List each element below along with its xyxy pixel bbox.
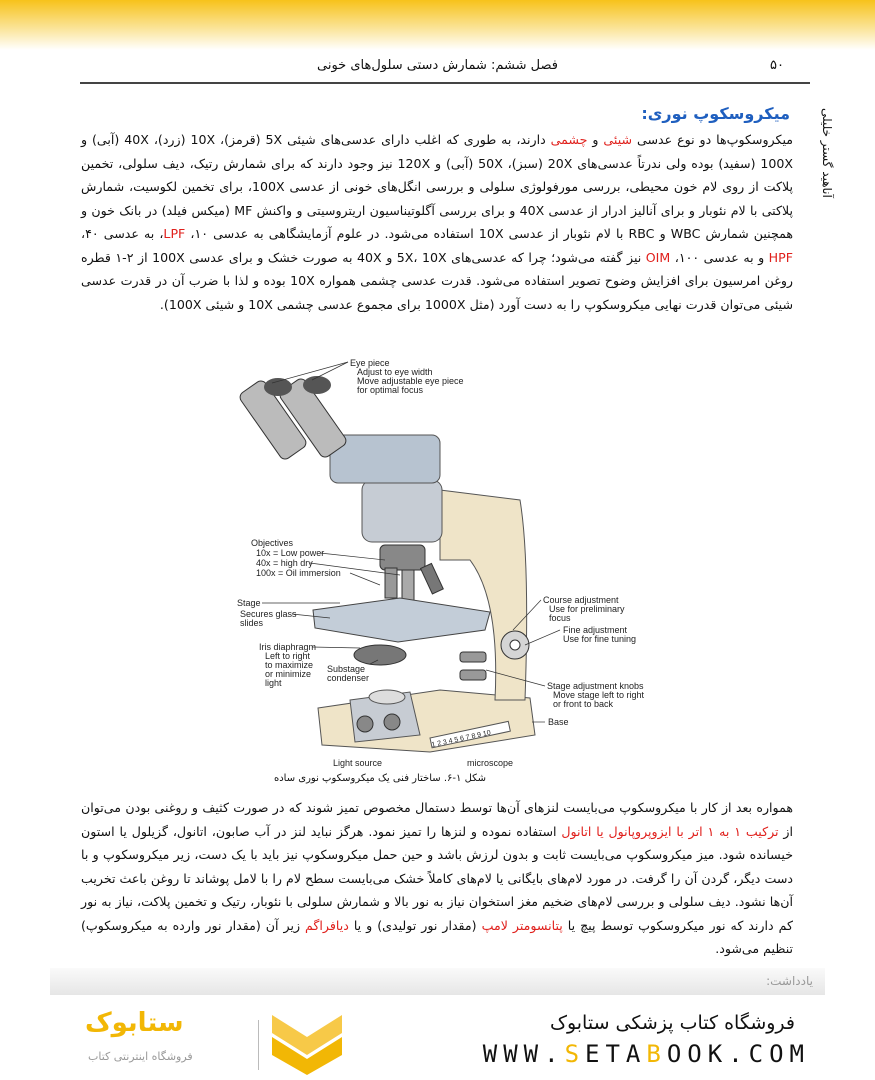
page-number: ۵۰ — [770, 58, 784, 73]
text-segment: ، به عدسی ۴۰، — [81, 226, 164, 241]
text-segment: استفاده نموده و لنزها را تمیز نمود. هرگز نباید لنز در آب صابون، اتانول، گزیلول یا استون خیسانده شود. میز میکروسکوپ می‌بایست ثابت و بدون لرزش باشد و حین حمل میکروسکوپ نیز باید با یک دست، زیر میکروسکوپ و با دست دیگر، گردن آن را گرفت. در مورد لام‌های بایگانی یا لام‌های کاملاً خشک می‌بایست سطح لام را با لامل پوشاند تا روغن باعث تخریب آن‌ها نشود. دیف سلولی و بررسی لام‌های ضخیم مغز استخوان نیاز به نور بالا و شمارش سلولی با نئوبار، رتیک و تخمین پلاکت، نیاز به نور کم دارند که نور میکروسکوپ توسط پیچ یا — [81, 823, 793, 933]
head-top — [330, 435, 440, 483]
chapter-title: فصل ششم: شمارش دستی سلول‌های خونی — [316, 58, 559, 73]
text-segment: و — [587, 132, 604, 147]
label-substage-1: condenser — [327, 673, 370, 683]
label-obj-1: 10x = Low power — [256, 548, 325, 558]
label-stage: Stage — [237, 598, 261, 608]
logo-wordmark: ستابوک — [85, 1008, 184, 1038]
url-part: ETA — [585, 1040, 647, 1068]
substage-condenser — [354, 645, 406, 665]
eyepiece-tubes — [238, 376, 348, 461]
url-part-highlight: B — [646, 1040, 667, 1068]
setabook-logo-icon — [272, 1015, 342, 1075]
logo-divider — [258, 1020, 259, 1070]
label-iris-1: Left to right — [265, 651, 311, 661]
text-segment: و به عدسی ۱۰۰، — [670, 249, 769, 265]
logo-subtitle: فروشگاه اینترنتی کتاب — [88, 1050, 193, 1063]
label-base: Base — [548, 717, 569, 727]
lamp-port — [369, 690, 405, 704]
label-fine-1: Use for fine tuning — [563, 634, 637, 644]
light-knob — [357, 716, 373, 732]
text-segment: میکروسکوپ‌ها دو نوع عدسی — [632, 132, 794, 147]
text-segment: زیر آن (مقدار نور وارده به میکروسکوپ) تنظیم می‌شود. — [81, 917, 793, 956]
label-microscope: microscope — [467, 758, 514, 768]
label-eyepiece-1: Adjust to eye width — [357, 367, 433, 377]
label-substage: Substage — [327, 664, 366, 674]
label-iris: Iris diaphragm — [259, 642, 317, 652]
side-author-label: آناهید گستر خلیلی — [820, 108, 834, 198]
label-obj-3: 100x = Oil immersion — [256, 568, 341, 578]
light-knob — [384, 714, 400, 730]
store-url[interactable] — [483, 1040, 810, 1068]
highlighted-term: پتانسومتر لامپ — [481, 917, 563, 933]
highlighted-term: دیافراگم — [305, 917, 349, 933]
text-segment: همواره بعد از کار با میکروسکوپ می‌بایست لنزهای آن‌ها توسط دستمال مخصوص تمیز شوند که در صورت کثیف و روغنی بودن می‌توان از — [81, 800, 793, 839]
label-iris-3: or minimize — [265, 669, 312, 679]
highlighted-term: ترکیب ۱ به ۱ اتر با ایزوپروپانول یا اتانول — [561, 823, 779, 839]
paragraph-microscope-care — [81, 796, 793, 961]
microscope-head — [362, 480, 442, 542]
label-eyepiece-2: Move adjustable eye piece — [357, 376, 464, 386]
label-iris-4: light — [265, 678, 282, 688]
label-course-2: focus — [549, 613, 571, 623]
label-stage-1: Secures glass — [240, 609, 297, 619]
text-segment: (مقدار نور تولیدی) و یا — [348, 917, 482, 933]
highlighted-term: LPF — [163, 226, 186, 241]
highlighted-term: چشمی — [550, 132, 588, 147]
notes-area[interactable] — [50, 968, 825, 995]
label-eyepiece: Eye piece — [350, 358, 390, 368]
highlighted-term: شیئی — [603, 132, 633, 147]
label-stage-2: slides — [240, 618, 264, 628]
label-knobs-1: Move stage left to right — [553, 690, 645, 700]
label-iris-2: to maximize — [265, 660, 314, 670]
figure-caption: شکل ۱-۶. ساختار فنی یک میکروسکوپ نوری ساده — [273, 773, 487, 784]
highlighted-term: OIM — [645, 249, 671, 265]
url-part: WWW. — [482, 1040, 565, 1068]
text-segment: نیز گفته می‌شود؛ چرا که عدسی‌های 5X، 10X و 40X به صورت خشک و برای عدسی 100X از ۲-۱ قطره روغن امرسیون برای افزایش وضوح تصویر استفاده می‌شود. قدرت عدسی چشمی همواره 10X بوده و لذا با ضرب آن در قدرت عدسی شیئی می‌توان قدرت نهایی میکروسکوپ را به دست آورد (مثل 1000X برای مجموع عدسی چشمی 10X و شیئی 100X). — [81, 249, 794, 312]
store-name: فروشگاه کتاب پزشکی ستابوک — [549, 1012, 795, 1034]
section-heading: میکروسکوپ نوری: — [641, 104, 790, 123]
microscope-stage — [313, 598, 490, 642]
rheostat-scale-numbers: 1 2 3 4 5 6 7 8 9 10 — [430, 729, 492, 749]
label-objectives: Objectives — [251, 538, 294, 548]
label-course: Course adjustment — [543, 595, 619, 605]
label-fine: Fine adjustment — [563, 625, 628, 635]
label-knobs: Stage adjustment knobs — [547, 681, 644, 691]
url-part: OOK.COM — [666, 1040, 810, 1068]
label-course-1: Use for preliminary — [549, 604, 625, 614]
label-light-source: Light source — [333, 758, 383, 768]
microscope-arm — [440, 490, 527, 700]
notes-label: یادداشت: — [766, 974, 813, 988]
label-obj-2: 40x = high dry — [256, 558, 313, 568]
highlighted-term: HPF — [768, 249, 793, 265]
label-knobs-2: or front to back — [553, 699, 614, 709]
text-segment: دارند، به طوری که اغلب دارای عدسی‌های شیئی 5X (قرمز)، 10X (زرد)، 40X (آبی) و 100X (سفید) بوده ولی ندرتاً عدسی‌های 20X (سبز)، 50X (آبی) و 120X نیز وجود دارند که برای شمارش رتیک، دیف سلولی، تخمین پلاکت از روی لام خون محیطی، بررسی مورفولوژی سلولی و بررسی انگل‌های خونی از عدسی 100X، برای تخمین لکوسیت، شمارش پلاکتی با لام نئوبار و برای آنالیز ادرار از عدسی 40X و برای بررسی آگلوتیناسیون اریتروسیتی و واکنش MF (میکس فیلد) در بانک خون و همچنین شمارش WBC و RBC با لام نئوبار از عدسی 10X استفاده می‌شود. در علوم آزمایشگاهی به عدسی ۱۰، — [81, 132, 794, 241]
url-part-highlight: S — [564, 1040, 586, 1068]
label-eyepiece-3: for optimal focus — [357, 385, 424, 395]
